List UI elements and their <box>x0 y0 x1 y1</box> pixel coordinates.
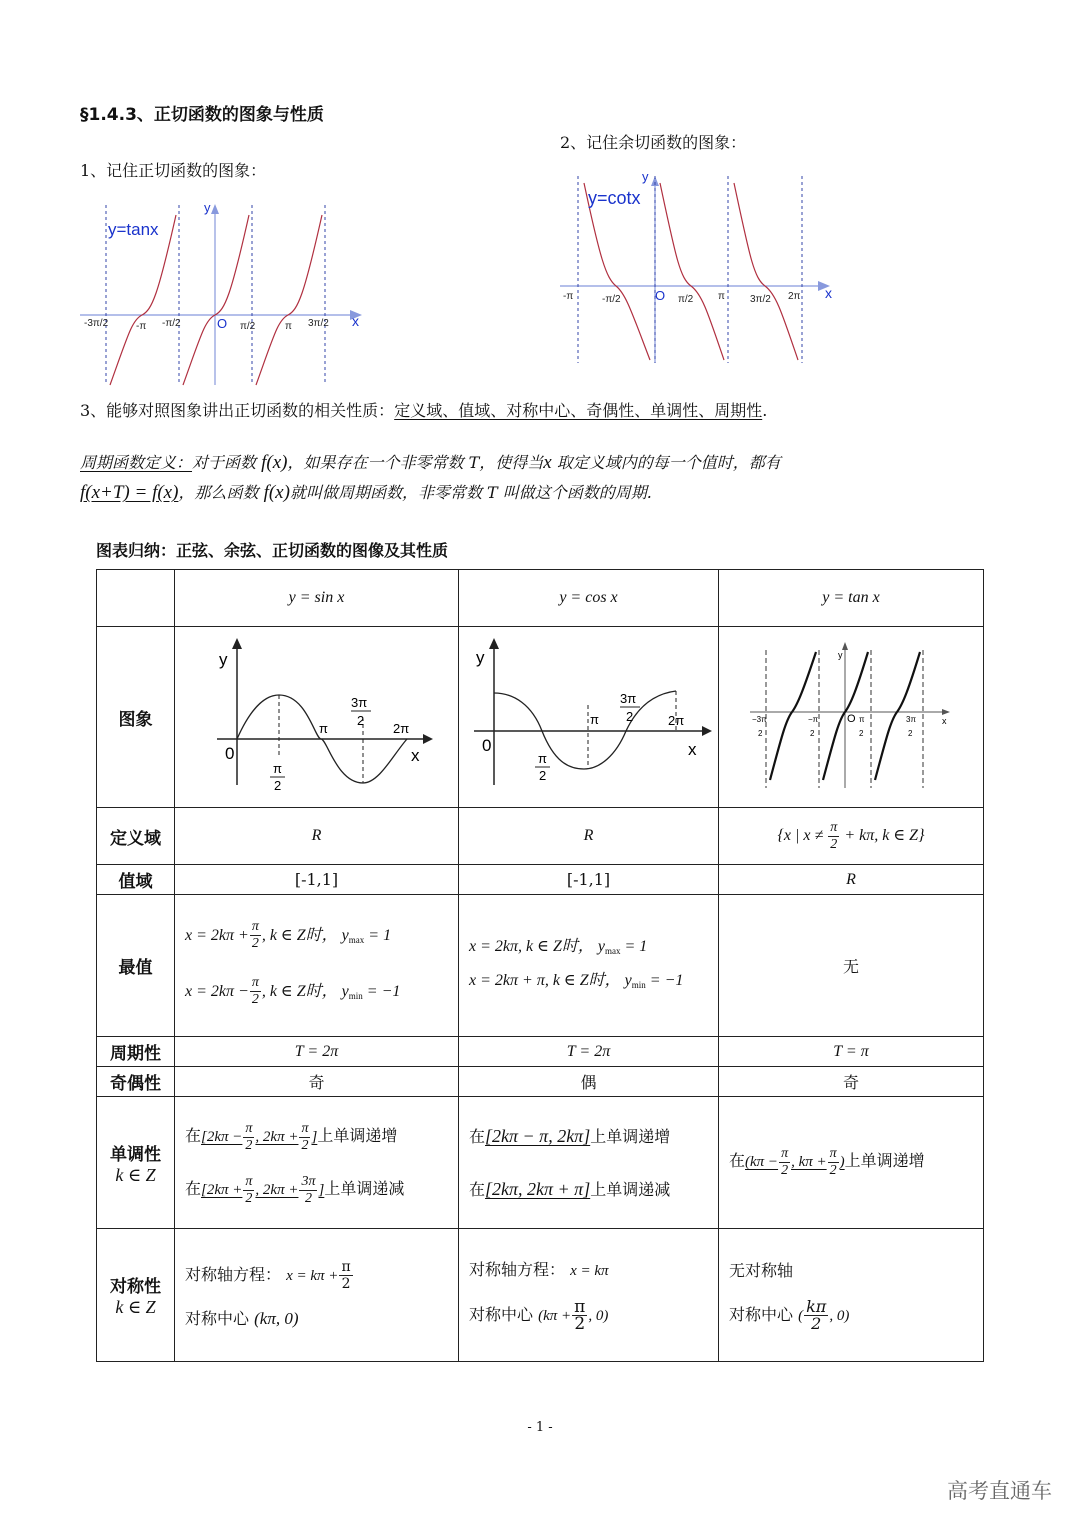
extreme-sin-max-post: , k ∈ Z时， y <box>261 926 349 944</box>
tan-small-t1: −3π <box>752 715 767 724</box>
mono-tan-inc-text: 上单调递增 <box>844 1150 925 1170</box>
symmetry-sin-axis-num: π <box>341 1258 351 1275</box>
extreme-sin <box>175 895 459 1037</box>
mono-tan-b: , kπ + <box>791 1153 827 1170</box>
tan-small-d2: 2 <box>810 729 815 738</box>
domain-cos: R <box>459 808 719 865</box>
cos-2pi: 2π <box>667 713 684 728</box>
cot-graph <box>560 168 850 368</box>
row-mono-label <box>97 1097 175 1229</box>
domain-sin: R <box>175 808 459 865</box>
tan-origin: O <box>217 316 228 331</box>
extreme-sin-min <box>185 966 458 1022</box>
section2-label: 2、记住余切函数的图象： <box>560 133 747 152</box>
sin-3pi: 3π <box>350 695 367 710</box>
sin-pi: π <box>318 721 328 736</box>
mono-sin-zai2: 在 <box>185 1178 202 1198</box>
cot-graph-label: y=cotx <box>588 188 641 208</box>
tan-tick-2: -π/2 <box>162 318 181 329</box>
period-tan: T = π <box>719 1037 984 1067</box>
symmetry-tan-center-den: 2 <box>811 1313 822 1333</box>
extreme-cos-min <box>469 966 718 1000</box>
mono-tan-interval <box>745 1146 845 1178</box>
cos-x: x <box>687 740 696 759</box>
domain-tan <box>719 808 984 865</box>
properties-table <box>96 569 984 1362</box>
symmetry-tan-center-num: kπ <box>806 1296 827 1316</box>
mono-sin-dec-den1: 2 <box>245 1190 253 1206</box>
mono-sin-dec-num2: 3π <box>301 1173 316 1189</box>
page-title: §1.4.3、正切函数的图象与性质 <box>80 105 324 125</box>
row-graph-label: 图象 <box>97 627 175 808</box>
row-domain <box>97 808 984 865</box>
row-symmetry-label <box>97 1229 175 1362</box>
sin-3pi-den: 2 <box>356 713 364 728</box>
period-cos: T = 2π <box>459 1037 719 1067</box>
row-mono <box>97 1097 984 1229</box>
cot-axis-x: x <box>825 285 832 301</box>
extreme-cos-min-sub: min <box>631 979 646 990</box>
extreme-sin-max-den: 2 <box>251 936 259 952</box>
extreme-sin-max-frac <box>250 919 261 952</box>
symmetry-tan-center <box>729 1291 983 1340</box>
tan-small-x: x <box>942 716 947 726</box>
range-tan: R <box>719 865 984 895</box>
mono-tan-a: (kπ − <box>745 1153 779 1170</box>
domain-tan-pre: {x | x ≠ <box>777 826 824 844</box>
row-period-label: 周期性 <box>97 1037 175 1067</box>
mono-cos <box>459 1097 719 1229</box>
symmetry-label-text: 对称性 <box>110 1277 161 1297</box>
mono-cos-dec <box>469 1163 718 1216</box>
parity-cos: 偶 <box>459 1067 719 1097</box>
mono-tan-frac1 <box>779 1146 790 1179</box>
extreme-sin-max-pre: x = 2kπ + <box>185 926 249 944</box>
symmetry-sin <box>175 1229 459 1362</box>
domain-tan-post: + kπ, k ∈ Z} <box>844 826 925 844</box>
def-part4: ，那么函数 <box>178 483 259 502</box>
mono-label-k: k ∈ Z <box>115 1164 156 1185</box>
tan-tick-4: π <box>285 321 292 332</box>
mono-sin-inc <box>185 1110 458 1163</box>
range-cos: [-1,1] <box>459 865 719 895</box>
tan-tick-3: π/2 <box>240 321 256 332</box>
def-part3: 取定义域内的每一个值时，都有 <box>551 453 781 472</box>
tan-small-graph <box>746 640 956 790</box>
mono-tan-den1: 2 <box>781 1163 789 1178</box>
symmetry-sin-axis <box>185 1252 458 1299</box>
tan-tick-5: 3π/2 <box>308 318 329 329</box>
cot-origin: O <box>655 288 666 303</box>
mono-sin-dec-num1: π <box>245 1173 253 1189</box>
sin-o: 0 <box>224 744 234 763</box>
extreme-cos-min-val: = −1 <box>645 971 684 989</box>
mono-sin-inc-den1: 2 <box>245 1137 253 1153</box>
def-part1: 对于函数 <box>192 453 257 472</box>
cot-tick-0: -π <box>563 291 574 302</box>
symmetry-sin-center <box>185 1299 458 1339</box>
tan-tick-0: -3π/2 <box>84 318 109 329</box>
cot-tick-4: 3π/2 <box>750 294 771 305</box>
mono-sin-dec <box>185 1163 458 1216</box>
mono-sin-inc-den2: 2 <box>301 1137 309 1153</box>
def-fx: f(x) <box>261 452 288 473</box>
extreme-cos-max-val: = 1 <box>620 937 648 955</box>
mono-sin-inc-frac2 <box>299 1121 310 1154</box>
symmetry-label-k: k ∈ Z <box>115 1297 156 1317</box>
mono-tan-num1: π <box>781 1146 789 1161</box>
mono-cos-inc-interval: [2kπ − π, 2kπ] <box>485 1125 591 1146</box>
domain-tan-den: 2 <box>830 836 838 852</box>
extreme-cos-max-sub: max <box>604 945 621 956</box>
tan-tick-1: -π <box>136 321 147 332</box>
symmetry-tan-center-label: 对称中心 <box>729 1304 794 1324</box>
tan-small-t3: π <box>859 715 865 724</box>
header-empty <box>97 570 175 627</box>
symmetry-cos-center-frac <box>572 1299 587 1332</box>
row-symmetry <box>97 1229 984 1362</box>
symmetry-cos-center-den: 2 <box>574 1314 586 1334</box>
cos-o: 0 <box>481 736 491 755</box>
row-range-label: 值域 <box>97 865 175 895</box>
mono-sin-inc-a: [2kπ − <box>201 1128 243 1145</box>
sin-x: x <box>410 746 419 765</box>
mono-sin-dec-frac1 <box>243 1174 254 1207</box>
cos-halfpi-den: 2 <box>538 768 546 783</box>
mono-cos-zai1: 在 <box>469 1126 486 1146</box>
tan-graph-cell <box>719 627 984 808</box>
sin-halfpi: π <box>272 761 282 776</box>
mono-sin-dec-frac2 <box>299 1174 317 1207</box>
mono-sin-inc-interval <box>201 1120 318 1153</box>
extreme-sin-min-post: , k ∈ Z时， y <box>261 982 349 1000</box>
domain-tan-num: π <box>830 819 838 835</box>
parity-tan: 奇 <box>719 1067 984 1097</box>
mono-sin-inc-num2: π <box>301 1120 309 1136</box>
row-parity <box>97 1067 984 1097</box>
tan-graph-label: y=tanx <box>108 220 159 239</box>
extreme-sin-min-sub: min <box>348 990 363 1001</box>
extreme-sin-min-num: π <box>251 975 259 991</box>
mono-tan-num2: π <box>829 1146 837 1161</box>
extreme-sin-min-frac <box>250 975 261 1008</box>
tan-small-o: O <box>847 713 856 725</box>
sin-graph <box>197 635 437 795</box>
period-sin: T = 2π <box>175 1037 459 1067</box>
section3-suffix: . <box>762 401 768 420</box>
domain-tan-frac <box>828 820 839 853</box>
mono-sin-dec-a: [2kπ + <box>201 1181 243 1198</box>
mono-sin-dec-c: ] <box>318 1181 325 1198</box>
row-graph <box>97 627 984 808</box>
row-range <box>97 865 984 895</box>
mono-sin-dec-den2: 2 <box>304 1190 312 1206</box>
mono-label-text: 单调性 <box>110 1144 161 1165</box>
section3-text <box>80 398 767 421</box>
row-extreme <box>97 895 984 1037</box>
symmetry-cos-center-post: , 0) <box>588 1308 609 1324</box>
symmetry-cos-axis-eq: x = kπ <box>570 1263 609 1279</box>
mono-cos-zai2: 在 <box>469 1179 486 1199</box>
symmetry-sin-axis-eq: x = kπ + <box>286 1267 339 1284</box>
symmetry-sin-center-label: 对称中心 <box>185 1308 250 1328</box>
extreme-sin-max-sub: max <box>348 934 365 945</box>
extreme-cos <box>459 895 719 1037</box>
symmetry-sin-axis-den: 2 <box>341 1275 351 1292</box>
tan-graph <box>80 190 380 390</box>
symmetry-cos-axis-label: 对称轴方程： <box>469 1260 566 1279</box>
extreme-sin-min-pre: x = 2kπ − <box>185 982 249 1000</box>
section3-prefix: 3、能够对照图象讲出正切函数的相关性质： <box>80 401 395 420</box>
mono-cos-inc <box>469 1110 718 1163</box>
tan-small-t2: −π <box>808 715 819 724</box>
range-sin: [-1,1] <box>175 865 459 895</box>
summary-title: 图表归纳：正弦、余弦、正切函数的图像及其性质 <box>96 541 449 560</box>
tan-small-d3: 2 <box>859 729 864 738</box>
cot-tick-1: -π/2 <box>602 294 621 305</box>
cos-graph-cell <box>459 627 719 808</box>
mono-tan-zai: 在 <box>729 1150 746 1170</box>
mono-cos-inc-text: 上单调递增 <box>590 1126 671 1146</box>
cos-y: y <box>475 648 484 667</box>
mono-sin-inc-num1: π <box>245 1120 253 1136</box>
symmetry-cos-axis <box>469 1250 718 1291</box>
row-extreme-label: 最值 <box>97 895 175 1037</box>
cos-halfpi: π <box>537 751 547 766</box>
tan-axis-y: y <box>204 200 211 215</box>
mono-tan-den2: 2 <box>829 1163 837 1178</box>
tan-axis-x: x <box>352 313 359 329</box>
parity-sin: 奇 <box>175 1067 459 1097</box>
header-cos: y = cos x <box>459 570 719 627</box>
cos-graph <box>464 635 714 795</box>
cot-axis-y: y <box>642 169 649 184</box>
mono-sin <box>175 1097 459 1229</box>
mono-sin-inc-frac1 <box>243 1121 254 1154</box>
cos-3pi: 3π <box>619 691 636 706</box>
section1-label: 1、记住正切函数的图象： <box>80 161 267 180</box>
sin-2pi: 2π <box>392 721 409 736</box>
def-eq: f(x+T) = f(x) <box>80 482 179 503</box>
cot-tick-5: 2π <box>788 291 801 302</box>
mono-cos-dec-text: 上单调递减 <box>590 1179 671 1199</box>
row-domain-label: 定义域 <box>97 808 175 865</box>
sin-halfpi-den: 2 <box>273 778 281 793</box>
tan-small-y: y <box>838 650 843 660</box>
table-header-row <box>97 570 984 627</box>
extreme-tan: 无 <box>719 895 984 1037</box>
symmetry-sin-axis-frac <box>339 1259 352 1292</box>
tan-small-t4: 3π <box>906 715 916 724</box>
page-number: - 1 - <box>527 1420 553 1435</box>
symmetry-cos-center-label: 对称中心 <box>469 1305 534 1324</box>
extreme-cos-max-text: x = 2kπ, k ∈ Z时， y <box>469 937 605 955</box>
header-sin: y = sin x <box>175 570 459 627</box>
cos-pi: π <box>589 712 599 727</box>
extreme-sin-max-num: π <box>251 919 259 935</box>
mono-tan-c: ) <box>839 1153 845 1170</box>
extreme-sin-max-val: = 1 <box>364 926 392 944</box>
extreme-cos-min-text: x = 2kπ + π, k ∈ Z时， y <box>469 971 632 989</box>
symmetry-tan-center-frac <box>804 1296 828 1333</box>
symmetry-cos-center <box>469 1291 718 1340</box>
extreme-sin-min-den: 2 <box>251 992 259 1008</box>
mono-sin-zai1: 在 <box>185 1125 202 1145</box>
symmetry-tan-center-post: , 0) <box>829 1307 850 1324</box>
def-label: 周期函数定义： <box>80 453 193 472</box>
mono-tan-frac2 <box>828 1146 839 1179</box>
row-period <box>97 1037 984 1067</box>
tan-small-d1: 2 <box>758 729 763 738</box>
row-parity-label: 奇偶性 <box>97 1067 175 1097</box>
cot-tick-2: π/2 <box>678 294 694 305</box>
def-fx2: f(x) <box>263 482 290 503</box>
symmetry-tan-axis: 无对称轴 <box>729 1260 794 1280</box>
extreme-sin-min-val: = −1 <box>362 982 401 1000</box>
symmetry-cos-center-num: π <box>574 1297 586 1317</box>
symmetry-cos-center-pre: (kπ + <box>538 1308 572 1324</box>
watermark: 高考直通车 <box>947 1479 1052 1503</box>
mono-sin-inc-b: , 2kπ + <box>255 1128 299 1145</box>
symmetry-sin-axis-label: 对称轴方程： <box>185 1264 282 1284</box>
mono-tan <box>719 1097 984 1229</box>
mono-cos-dec-interval: [2kπ, 2kπ + π] <box>485 1178 591 1199</box>
period-definition <box>80 448 980 508</box>
symmetry-sin-center-eq: (kπ, 0) <box>254 1308 299 1328</box>
symmetry-tan-center-pre: ( <box>798 1307 804 1324</box>
section3-props: 定义域、值域、对称中心、奇偶性、单调性、周期性 <box>394 401 763 420</box>
def-part5: 就叫做周期函数，非零常数 T 叫做这个函数的周期. <box>289 483 652 502</box>
cot-tick-3: π <box>718 291 725 302</box>
symmetry-tan <box>719 1229 984 1362</box>
symmetry-cos <box>459 1229 719 1362</box>
mono-sin-dec-text: 上单调递减 <box>324 1178 405 1198</box>
sin-graph-cell <box>175 627 459 808</box>
sin-y: y <box>218 650 227 669</box>
extreme-cos-max <box>469 932 718 966</box>
header-tan: y = tan x <box>719 570 984 627</box>
tan-small-d4: 2 <box>908 729 913 738</box>
mono-sin-inc-c: ] <box>311 1128 318 1145</box>
cos-3pi-den: 2 <box>625 709 633 724</box>
mono-sin-dec-b: , 2kπ + <box>255 1181 299 1198</box>
mono-sin-inc-text: 上单调递增 <box>317 1125 398 1145</box>
def-part2: ，如果存在一个非零常数 T，使得当 <box>287 453 544 472</box>
extreme-sin-max <box>185 910 458 966</box>
def-x: x <box>543 452 552 473</box>
